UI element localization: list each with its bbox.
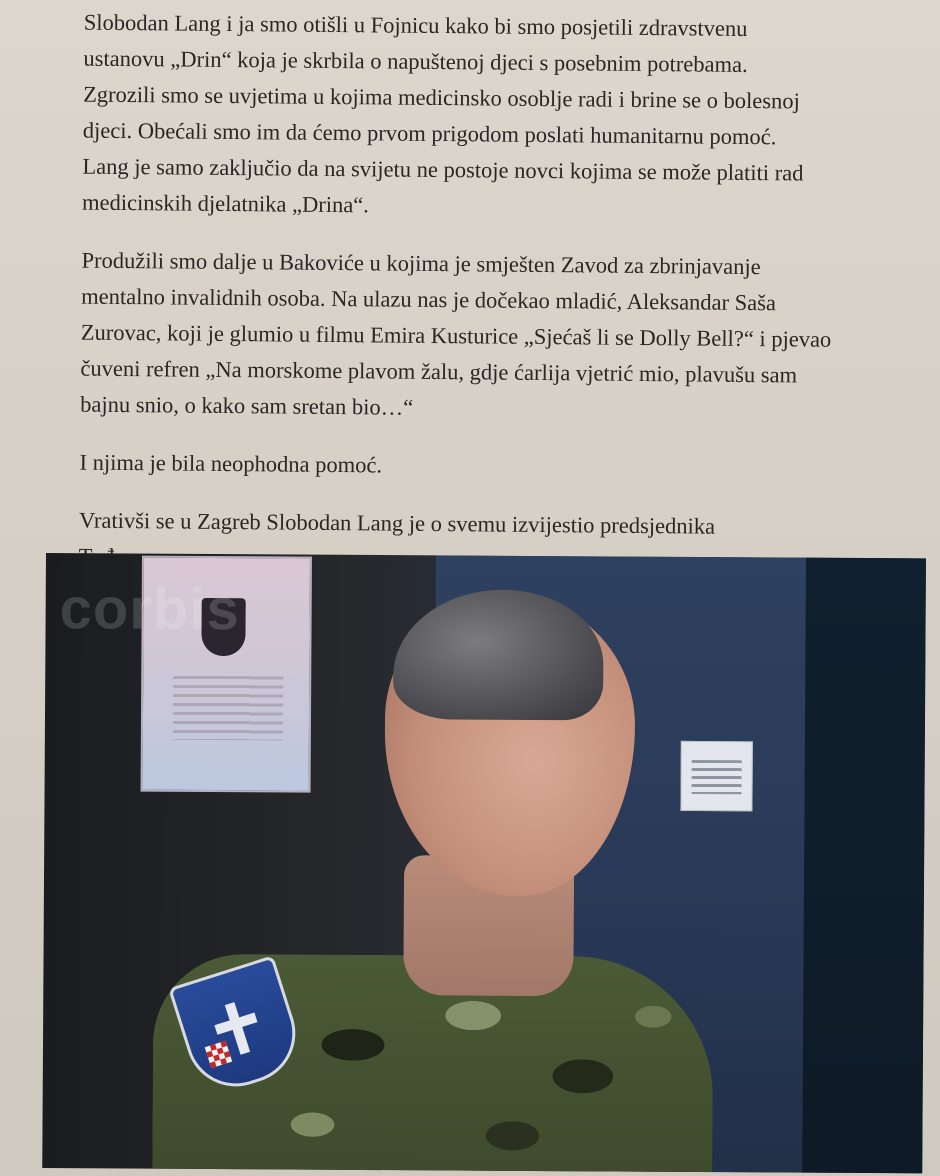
text-line: mentalno invalidnih osoba. Na ulazu nas je dočekao mladić, Aleksandar Saša: [81, 283, 777, 316]
paragraph-3: [17, 444, 922, 489]
text-line: Slobodan Lang i ja smo otišli u Fojnicu kako bi smo posjetili zdravstvenu: [83, 9, 748, 41]
text-line: I njima je bila neophodna pomoć.: [79, 449, 383, 478]
text-line: medicinskih djelatnika „Drina“.: [81, 189, 369, 218]
background-shadow: [802, 558, 926, 1174]
text-line: djeci. Obećali smo im da ćemo prvom prigodom poslati humanitarnu pomoć.: [82, 117, 777, 150]
paragraph-1: [20, 4, 927, 229]
photograph: [42, 553, 926, 1173]
photo-watermark: corbis: [59, 576, 240, 643]
body-text: [17, 4, 927, 583]
text-line: Produžili smo dalje u Bakoviće u kojima je smješten Zavod za zbrinjavanje: [81, 247, 761, 280]
text-line: ustanovu „Drin“ koja je skrbila o napuštenoj djeci s posebnim potrebama.: [83, 45, 748, 77]
paragraph-2: [18, 242, 925, 431]
text-line: Vrativši se u Zagreb Slobodan Lang je o svemu izvijestio predsjednika: [78, 507, 716, 539]
text-line: Zurovac, koji je glumio u filmu Emira Kusturice „Sjećaš li se Dolly Bell?“ i pjevao: [80, 319, 832, 352]
text-line: Zgrozili smo se uvjetima u kojima medicinsko osoblje radi i brine se o bolesnoj: [83, 81, 800, 114]
checkerboard-icon: [205, 1041, 233, 1069]
door-sign: [680, 741, 752, 811]
text-line: Lang je samo zaključio da na svijetu ne postoje novci kojima se može platiti rad: [82, 153, 804, 186]
text-line: čuveni refren „Na morskome plavom žalu, gdje ćarlija vjetrić mio, plavušu sam: [80, 355, 798, 388]
poster-text-lines: [173, 676, 283, 741]
text-line: bajnu snio, o kako sam sretan bio…“: [80, 391, 414, 420]
sign-text-lines: [692, 760, 742, 794]
